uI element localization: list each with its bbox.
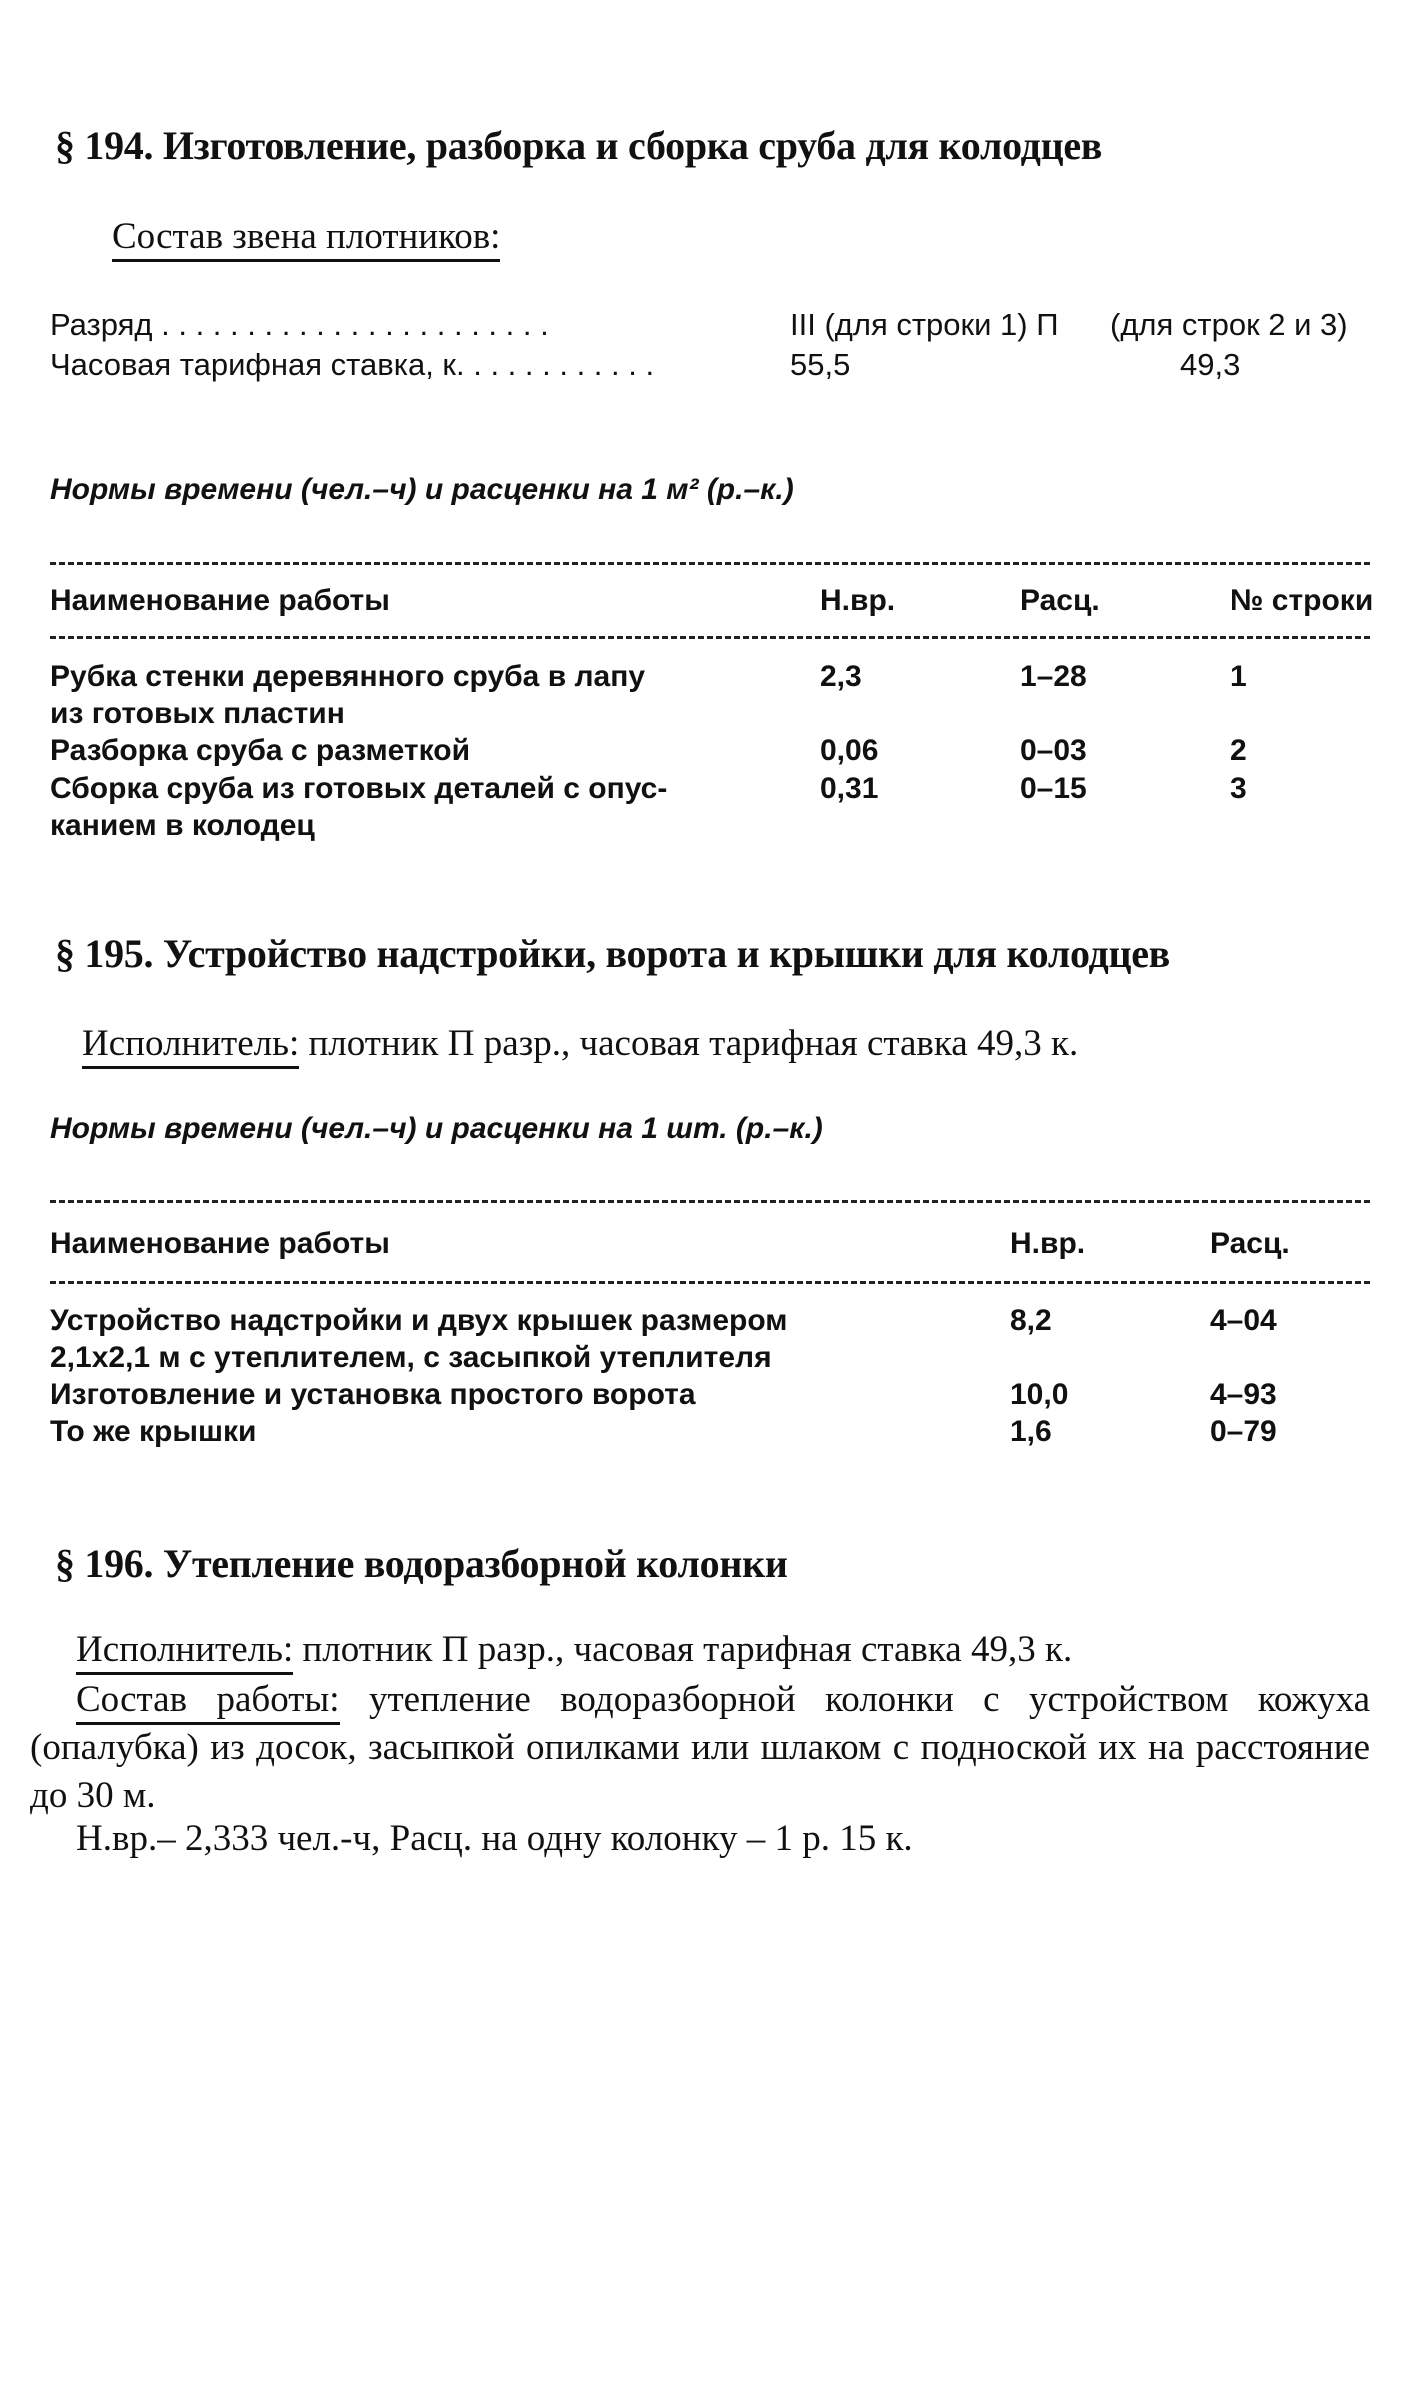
price: 4–93 [1210,1378,1277,1411]
row-number: 2 [1230,734,1247,767]
work-name-cont: 2,1х2,1 м с утеплителем, с засыпкой утеплителя [50,1341,772,1374]
price: 0–15 [1020,772,1087,805]
time-norm: 2,3 [820,660,862,693]
header-price: Расц. [1020,584,1100,617]
time-norm: 0,06 [820,734,879,767]
price: 4–04 [1210,1304,1277,1337]
header-work-name: Наименование работы [50,1227,390,1260]
header-work-name: Наименование работы [50,584,390,617]
performer-label: Исполнитель: [82,1023,299,1069]
tariff-value-row1: 55,5 [790,347,851,382]
tariff-value-rows23: 49,3 [1180,347,1241,382]
work-name: Изготовление и установка простого ворота [50,1378,696,1411]
price: 0–03 [1020,734,1087,767]
work-name: Сборка сруба из готовых деталей с опус- [50,772,668,805]
work-name-cont: из готовых пластин [50,697,345,730]
price: 0–79 [1210,1415,1277,1448]
header-price: Расц. [1210,1227,1290,1260]
crew-composition-label: Состав звена плотников: [112,216,500,262]
header-row-number: № строки [1230,584,1374,617]
crew-composition-title [112,215,500,258]
price: 1–28 [1020,660,1087,693]
work-name-cont: канием в колодец [50,809,315,842]
work-name: Рубка стенки деревянного сруба в лапу [50,660,646,693]
section-194-norms-caption: Нормы времени (чел.–ч) и расценки на 1 м² (р.–к.) [50,473,794,506]
rank-label: Разряд . . . . . . . . . . . . . . . . . . . . . . . [50,307,549,342]
section-195-heading: § 195. Устройство надстройки, ворота и крышки для колодцев [55,931,1170,976]
row-number: 1 [1230,660,1247,693]
work-composition-label: Состав работы: [76,1679,340,1725]
work-name: То же крышки [50,1415,257,1448]
section-195-norms-caption: Нормы времени (чел.–ч) и расценки на 1 шт. (р.–к.) [50,1112,823,1145]
section-195-performer [82,1022,1078,1065]
section-194-heading: § 194. Изготовление, разборка и сборка сруба для колодцев [55,123,1103,168]
tariff-label: Часовая тарифная ставка, к. . . . . . . . . . . . [50,347,655,382]
time-norm: 0,31 [820,772,879,805]
table-194-top-rule [50,562,1370,565]
work-name: Разборка сруба с разметкой [50,734,471,767]
performer-text: плотник П разр., часовая тарифная ставка 49,3 к. [302,1629,1073,1670]
document-page [30,0,1374,2386]
time-norm: 10,0 [1010,1378,1069,1411]
rank-value-row1: III (для строки 1) П [790,307,1059,342]
work-composition-text: утепление водоразборной колонки с устройством кожуха (опалубка) из досок, засыпкой опилками или шлаком с подноской их на расстояние до 30 м. [30,1679,1371,1816]
time-norm: 8,2 [1010,1304,1052,1337]
time-norm: 1,6 [1010,1415,1052,1448]
header-time-norm: Н.вр. [1010,1227,1086,1260]
table-194-header-rule [50,636,1370,639]
section-196-performer [76,1628,1072,1671]
rank-value-rows23: (для строк 2 и 3) [1110,307,1348,342]
row-number: 3 [1230,772,1247,805]
header-time-norm: Н.вр. [820,584,896,617]
table-195-top-rule [50,1200,1370,1203]
performer-label: Исполнитель: [76,1629,293,1675]
work-name: Устройство надстройки и двух крышек размером [50,1304,788,1337]
table-195-header-rule [50,1281,1370,1284]
work-composition-paragraph [30,1676,1370,1820]
performer-text: плотник П разр., часовая тарифная ставка 49,3 к. [308,1023,1079,1064]
norm-and-price-line: Н.вр.– 2,333 чел.-ч, Расц. на одну колонку – 1 р. 15 к. [76,1818,913,1859]
section-196-heading: § 196. Утепление водоразборной колонки [55,1541,788,1586]
